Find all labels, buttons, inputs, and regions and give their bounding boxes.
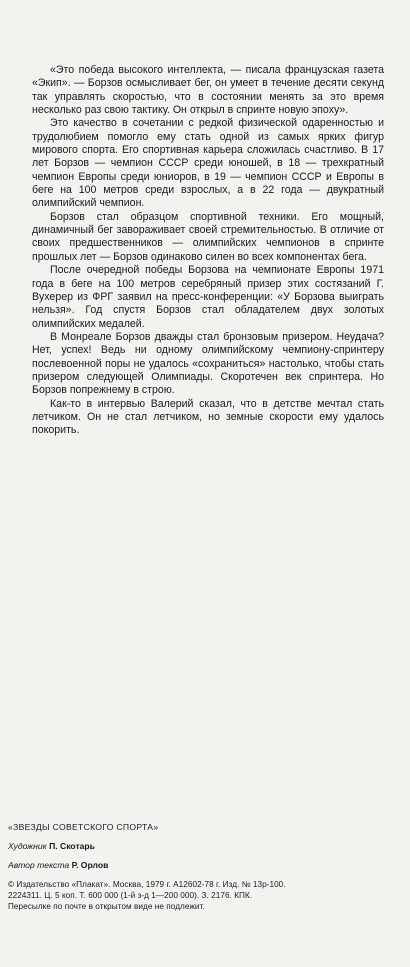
- author-credit: [8, 860, 400, 871]
- article-paragraph: После очередной победы Борзова на чемпионате Европы 1971 года в беге на 100 метров серебряный призер этих состязаний Г. Вухерер из ФРГ заявил на пресс-конференции: «У Борзова выиграть нельзя». Год спустя Борзов стал обладателем двух золотых олимпийских медалей.: [32, 264, 384, 330]
- article-paragraph: Это качество в сочетании с редкой физической одаренностью и трудолюбием помогло ему стать одной из самых ярких фигур мирового спорта. Его спортивная карьера сложилась счастливо. В 17 лет Борзов — чемпион СССР среди юношей, в 18 — трехкратный чемпион Европы среди юниоров, в 19 — чемпион СССР и Европы в беге на 100 метров среди взрослых, а в 22 года — двукратный олимпийский чемпион.: [32, 117, 384, 210]
- imprint-line: Пересылке по почте в открытом виде не подлежит.: [8, 902, 205, 911]
- imprint-line: © Издательство «Плакат». Москва, 1979 г. А12602-78 г. Изд. № 13р-100.: [8, 880, 286, 889]
- artist-label: Художник: [8, 841, 47, 851]
- article-paragraph: Борзов стал образцом спортивной техники. Его мощный, динамичный бег завораживает своей стремительностью. В отличие от своих предшественников — олимпийских чемпионов в спринте прошлых лет — Борзов одинаково силен во всех компонентах бега.: [32, 210, 384, 263]
- article-paragraph: В Монреале Борзов дважды стал бронзовым призером. Неудача? Нет, успех! Ведь ни одному олимпийскому чемпиону-спринтеру послевоенной поры не удалось «сохраниться» настолько, чтобы стать призером следующей Олимпиады. Скоротечен век спринтера. Но Борзов попрежнему в строю.: [32, 330, 384, 397]
- series-title: «ЗВЕЗДЫ СОВЕТСКОГО СПОРТА»: [8, 822, 159, 832]
- article-body: [32, 64, 384, 438]
- imprint: [8, 879, 400, 912]
- publication-footer: [8, 822, 400, 912]
- artist-name: П. Скотарь: [49, 841, 95, 851]
- article-paragraph: «Это победа высокого интеллекта, — писала французская газета «Экип». — Борзов осмысливает бег, он умеет в течение десяти секунд так управлять скоростью, что в состоянии менять за это время несколько раз свою тактику. Он открыл в спринте новую эпоху».: [32, 64, 384, 117]
- author-name: Р. Орлов: [71, 860, 109, 870]
- article-paragraph: Как-то в интервью Валерий сказал, что в детстве мечтал стать летчиком. Он не стал летчиком, но земные скорости ему удалось покорить.: [32, 397, 384, 437]
- author-label: Автор текста: [8, 860, 70, 870]
- imprint-line: 2224311. Ц. 5 коп. Т. 600 000 (1-й з-д 1—200 000). З. 2176. КПК.: [8, 891, 253, 900]
- artist-credit: [8, 841, 400, 852]
